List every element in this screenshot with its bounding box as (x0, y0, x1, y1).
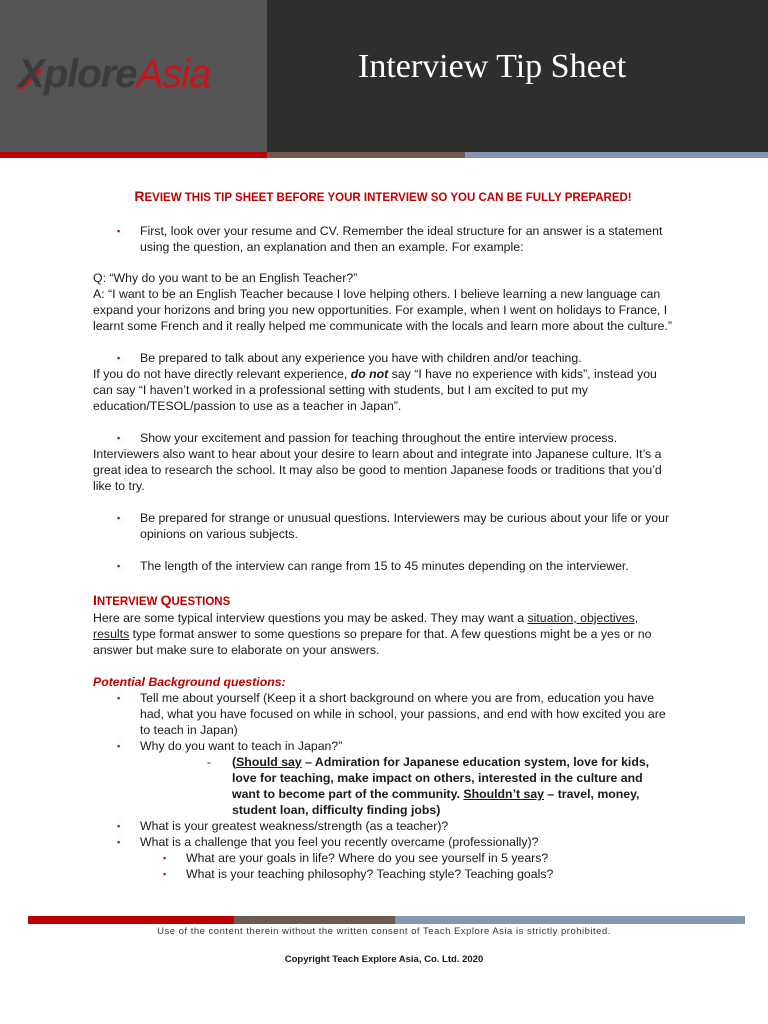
bullet-icon: ▪ (163, 853, 167, 863)
question-item: ▪ What is a challenge that you feel you recently overcame (professionally)? (117, 835, 539, 849)
header-stripe-brown (267, 152, 465, 158)
document-body (93, 188, 673, 882)
bullet-icon: ▪ (117, 561, 121, 571)
footer-stripe-blue (395, 916, 745, 924)
tip-experience-detail: If you do not have directly relevant experience, do not say “I have no experience with kids”, instead you can say “I haven’t worked in a professional setting with students, but I am excited to put my education/TESOL/passion to use as a teacher in Japan”. (93, 367, 657, 413)
bullet-icon: ▪ (117, 821, 121, 831)
question-item: ▪ Why do you want to teach in Japan?” (117, 739, 343, 753)
example-answer: A: “I want to be an English Teacher because I love helping others. I believe learning a new language can expand your horizons and bring you new opportunities. For example, when I went on holidays to France, I learnt some French and it really helped me communicate with the locals and learn more about the culture.” (93, 287, 672, 333)
tip-resume: ▪ First, look over your resume and CV. Remember the ideal structure for an answer is a statement using the question, an explanation and then an example. For example: (117, 224, 663, 254)
example-question: Q: “Why do you want to be an English Teacher?” (93, 271, 358, 285)
header-stripe-red (0, 152, 267, 158)
dash-marker: - (207, 755, 212, 769)
question-item: ▪ What is your greatest weakness/strength (as a teacher)? (117, 819, 449, 833)
bullet-icon: ▪ (117, 433, 121, 443)
bullet-icon: ▪ (117, 693, 121, 703)
intro-heading: REVIEW THIS TIP SHEET BEFORE YOUR INTERVIEW SO YOU CAN BE FULLY PREPARED! (134, 188, 632, 204)
tip-excitement: ▪ Show your excitement and passion for teaching throughout the entire interview process. (117, 431, 618, 445)
bullet-icon: ▪ (117, 741, 121, 751)
bullet-icon: ▪ (117, 837, 121, 847)
page-header (0, 0, 768, 152)
bullet-icon: ▪ (117, 353, 121, 363)
bullet-icon: ▪ (163, 869, 167, 879)
tip-unusual-questions: ▪ Be prepared for strange or unusual questions. Interviewers may be curious about your life or your opinions on various subjects. (117, 511, 670, 541)
page-title: Interview Tip Sheet (358, 48, 627, 85)
questions-intro: Here are some typical interview questions you may be asked. They may want a situation, objectives, results type format answer to some questions so prepare for that. A few questions might be a yes or no answer but make sure to elaborate on your answers. (93, 611, 652, 657)
tip-excitement-detail: Interviewers also want to hear about your desire to learn about and integrate into Japanese culture. It’s a great idea to research the school. It may also be good to mention Japanese foods or traditions that you’d like to try. (93, 447, 662, 493)
answer-guidance: - (Should say – Admiration for Japanese education system, love for kids, love for teaching, make impact on others, interested in the culture and want to become part of the community. Shouldn’t say – travel, money, student loan, difficulty finding jobs) (207, 755, 650, 817)
section-heading-interview-questions: INTERVIEW QUESTIONS (93, 592, 231, 608)
subheading-background-questions: Potential Background questions: (93, 675, 286, 689)
footer-stripe-brown (234, 916, 395, 924)
tip-interview-length: ▪ The length of the interview can range from 15 to 45 minutes depending on the interviewer. (117, 559, 629, 573)
footer-copyright: Copyright Teach Explore Asia, Co. Ltd. 2020 (284, 954, 484, 965)
bullet-icon: ▪ (117, 226, 121, 236)
tip-experience: ▪ Be prepared to talk about any experience you have with children and/or teaching. (117, 351, 582, 365)
sub-question-item: ▪ What is your teaching philosophy? Teaching style? Teaching goals? (163, 867, 554, 881)
header-stripe-blue (465, 152, 768, 158)
footer-notice: Use of the content therein without the written consent of Teach Explore Asia is strictly prohibited. (157, 926, 611, 937)
question-item: ▪ Tell me about yourself (Keep it a short background on where you are from, education you have had, what you have focused on while in school, your passions, and end with how excited you are to teach in Japan) (117, 691, 666, 737)
bullet-icon: ▪ (117, 513, 121, 523)
sub-question-item: ▪ What are your goals in life? Where do you see yourself in 5 years? (163, 851, 549, 865)
xplore-asia-logo: XploreAsia (18, 52, 211, 96)
footer-stripe-red (28, 916, 234, 924)
